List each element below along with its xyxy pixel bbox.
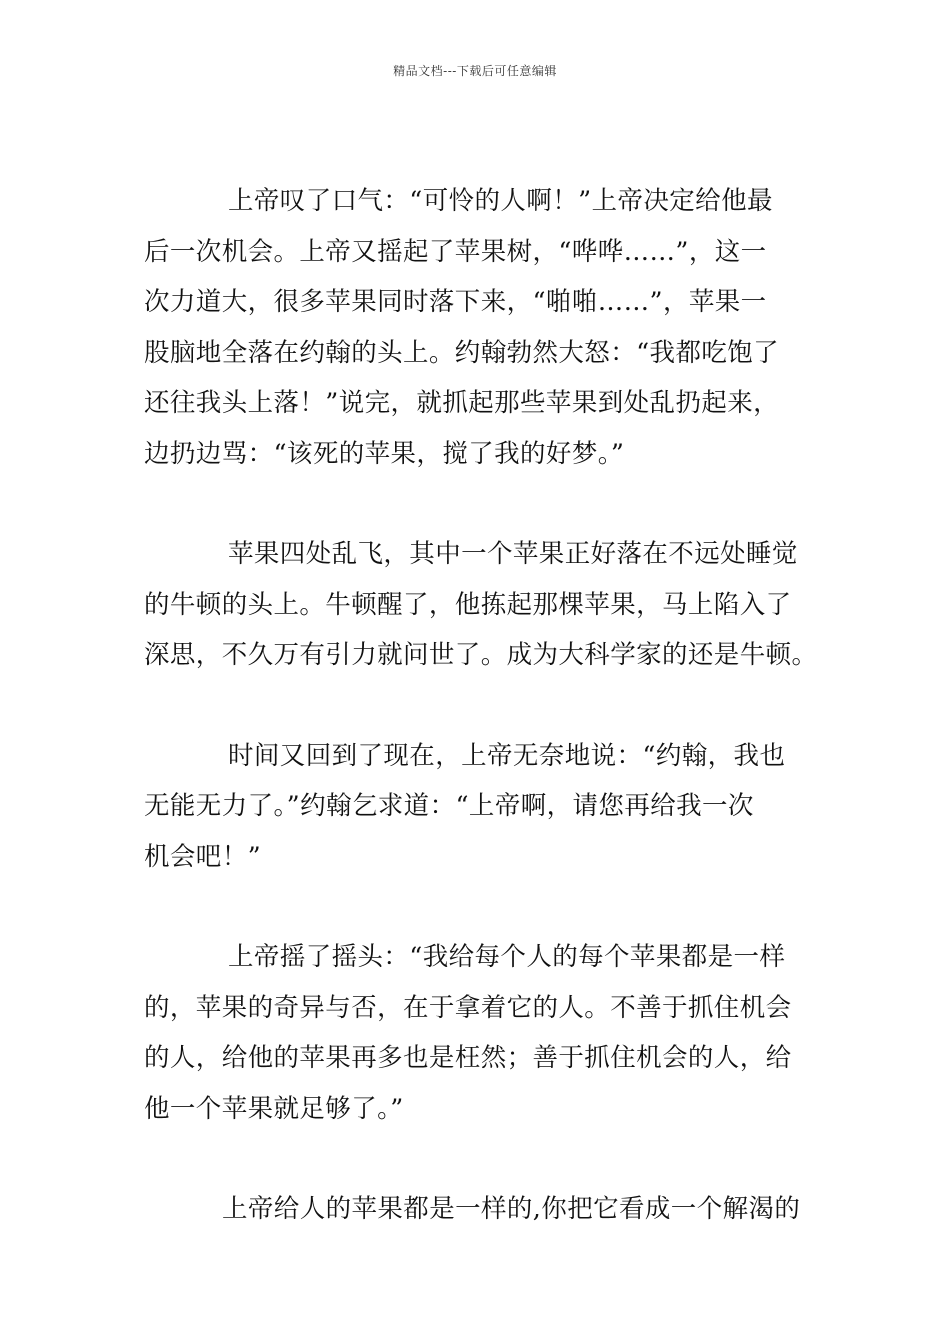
text-line: 他一个苹果就足够了。”	[144, 1093, 404, 1124]
text-line: 次力道大，很多苹果同时落下来，“啪啪……”，苹果一	[144, 287, 767, 317]
text-line: 时间又回到了现在，上帝无奈地说：“约翰，我也	[228, 740, 786, 771]
document-body	[144, 176, 818, 1285]
text-line: 还往我头上落！”说完，就抓起那些苹果到处乱扔起来，	[144, 388, 780, 418]
text-line: 的牛顿的头上。牛顿醒了，他拣起那棵苹果，马上陷入了	[144, 589, 792, 620]
paragraph-4	[144, 932, 806, 1134]
page-header: 精品文档---下载后可任意编辑	[393, 64, 557, 78]
text-line: 的人，给他的苹果再多也是枉然；善于抓住机会的人，给	[144, 1043, 792, 1073]
paragraph-1	[144, 176, 806, 479]
text-line: 无能无力了。”约翰乞求道：“上帝啊，请您再给我一次	[144, 791, 754, 821]
text-line: 上帝摇了摇头：“我给每个人的每个苹果都是一样	[228, 942, 786, 972]
text-line: 机会吧！”	[144, 841, 262, 872]
paragraph-3	[144, 731, 806, 883]
text-line: 的，苹果的奇异与否，在于拿着它的人。不善于抓住机会	[144, 992, 792, 1023]
text-line: 上帝给人的苹果都是一样的,你把它看成一个解渴的	[222, 1194, 801, 1224]
paragraph-2	[144, 529, 818, 681]
text-line: 深思，不久万有引力就问世了。成为大科学家的还是牛顿。	[144, 640, 818, 670]
text-line: 边扔边骂：“该死的苹果，搅了我的好梦。”	[144, 438, 625, 469]
paragraph-5	[144, 1184, 806, 1235]
text-line: 股脑地全落在约翰的头上。约翰勃然大怒：“我都吃饱了	[144, 337, 780, 368]
text-line: 苹果四处乱飞，其中一个苹果正好落在不远处睡觉	[228, 539, 798, 569]
text-line: 上帝叹了口气：“可怜的人啊！”上帝决定给他最	[228, 186, 773, 216]
text-line: 后一次机会。上帝又摇起了苹果树，“哗哗……”，这一	[144, 236, 767, 267]
